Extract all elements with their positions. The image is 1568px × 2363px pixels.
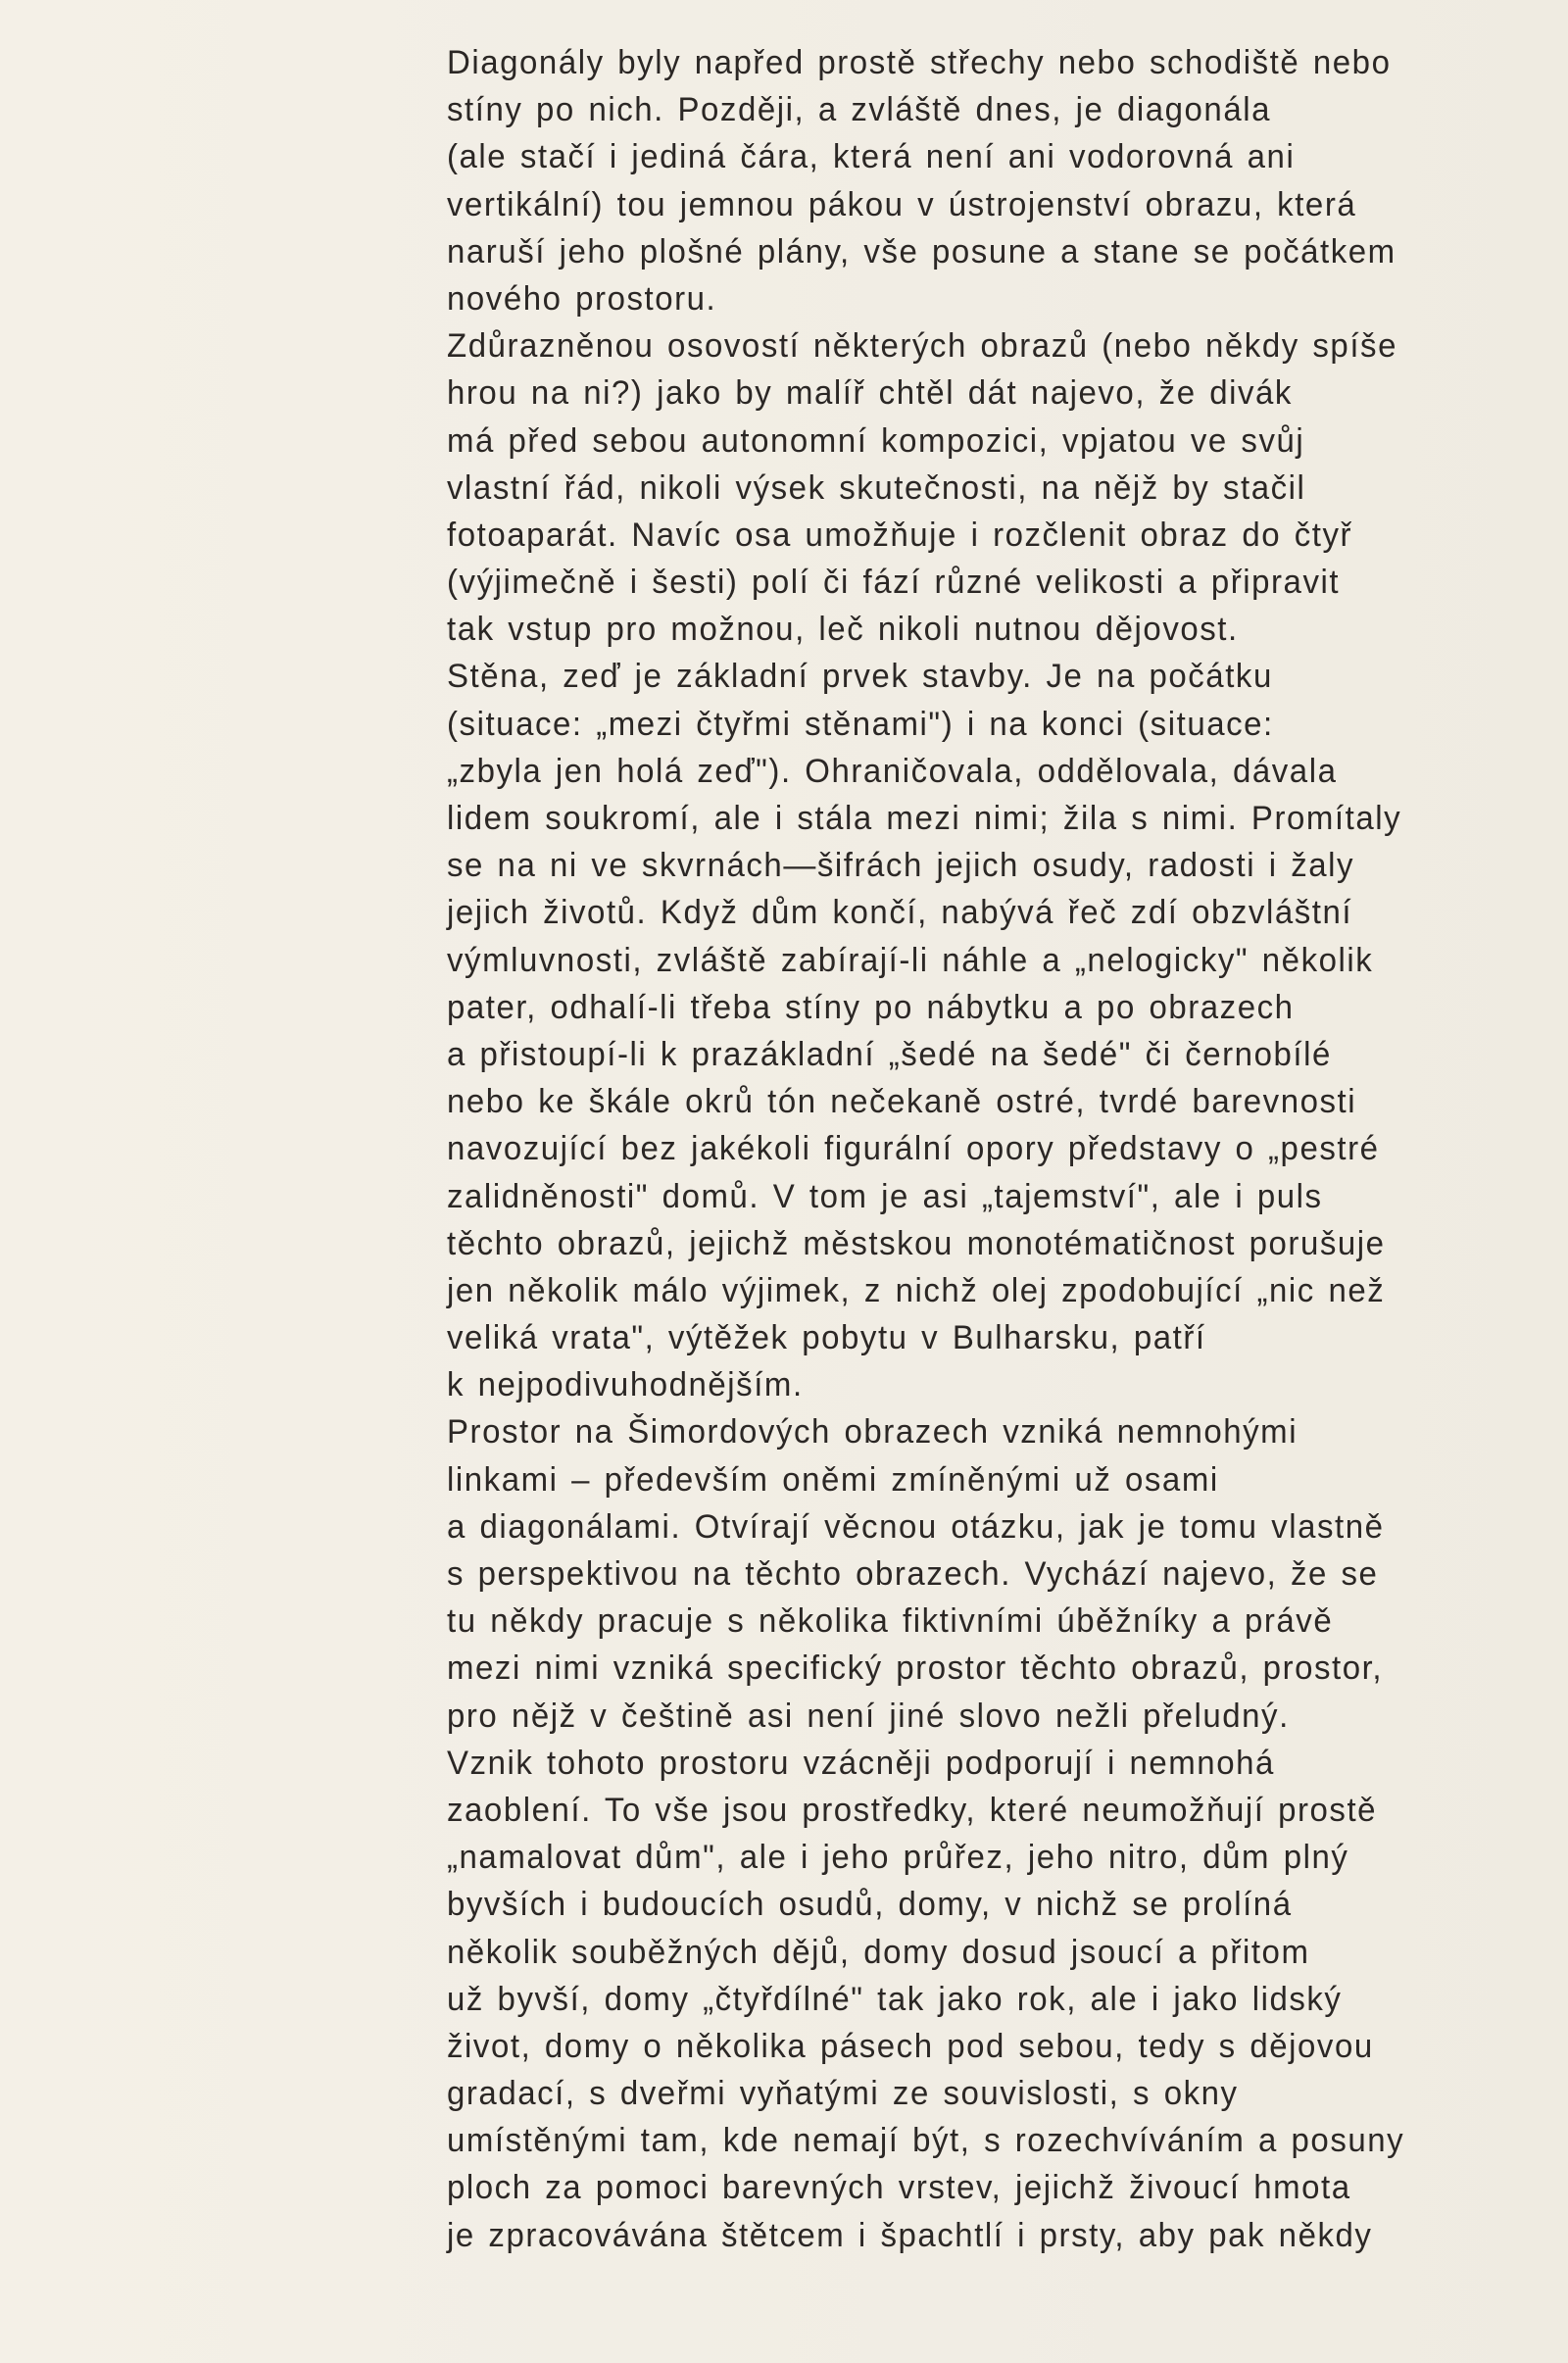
text-line: a diagonálami. Otvírají věcnou otázku, jak je tomu vlastně: [447, 1507, 1385, 1546]
text-line: fotoaparát. Navíc osa umožňuje i rozčlenit obraz do čtyř: [447, 516, 1353, 554]
text-line: „zbyla jen holá zeď"). Ohraničovala, oddělovala, dávala: [447, 752, 1338, 790]
text-line: zalidněnosti" domů. V tom je asi „tajemství", ale i puls: [447, 1177, 1323, 1215]
text-line: a přistoupí-li k prazákladní „šedé na šedé" či černobílé: [447, 1035, 1332, 1073]
text-line: zaoblení. To vše jsou prostředky, které neumožňují prostě: [447, 1791, 1378, 1829]
text-line: těchto obrazů, jejichž městskou monotématičnost porušuje: [447, 1224, 1386, 1262]
text-line: k nejpodivuhodnějším.: [447, 1366, 804, 1404]
text-line: Diagonály byly napřed prostě střechy nebo schodiště nebo: [447, 44, 1392, 81]
text-line: hrou na ni?) jako by malíř chtěl dát najevo, že divák: [447, 374, 1293, 413]
text-line: (ale stačí i jediná čára, která není ani vodorovná ani: [447, 138, 1296, 176]
text-line: (situace: „mezi čtyřmi stěnami") i na konci (situace:: [447, 705, 1274, 743]
text-line: naruší jeho plošné plány, vše posune a stane se počátkem: [447, 232, 1396, 271]
text-line: lidem soukromí, ale i stála mezi nimi; žila s nimi. Promítaly: [447, 800, 1402, 837]
text-line: pro nějž v češtině asi není jiné slovo nežli přeludný.: [447, 1697, 1290, 1735]
text-line: vertikální) tou jemnou pákou v ústrojenství obrazu, která: [447, 185, 1357, 223]
text-line: několik souběžných dějů, domy dosud jsoucí a přitom: [447, 1933, 1310, 1971]
text-line: tu někdy pracuje s několika fiktivními úběžníky a právě: [447, 1602, 1334, 1641]
text-line: Vznik tohoto prostoru vzácněji podporují i nemnohá: [447, 1744, 1275, 1782]
text-line: výmluvnosti, zvláště zabírají-li náhle a „nelogicky" několik: [447, 941, 1374, 979]
text-line: Stěna, zeď je základní prvek stavby. Je na počátku: [447, 658, 1273, 696]
text-line: život, domy o několika pásech pod sebou, tedy s dějovou: [447, 2027, 1374, 2065]
text-line: už byvší, domy „čtyřdílné" tak jako rok, ale i jako lidský: [447, 1980, 1343, 2018]
text-line: vlastní řád, nikoli výsek skutečnosti, na nějž by stačil: [447, 468, 1306, 507]
text-line: jen několik málo výjimek, z nichž olej zpodobující „nic než: [447, 1271, 1386, 1309]
text-line: ploch za pomoci barevných vrstev, jejichž živoucí hmota: [447, 2169, 1351, 2207]
text-line: jejich životů. Když dům končí, nabývá řeč zdí obzvláštní: [447, 894, 1353, 932]
text-line: umístěnými tam, kde nemají být, s rozechvíváním a posuny: [447, 2122, 1405, 2160]
text-line: pater, odhalí-li třeba stíny po nábytku a po obrazech: [447, 988, 1295, 1026]
text-line: linkami – především oněmi zmíněnými už osami: [447, 1460, 1219, 1499]
text-line: nebo ke škále okrů tón nečekaně ostré, tvrdé barevnosti: [447, 1083, 1357, 1121]
text-line: (výjimečně i šesti) polí či fází různé velikosti a připravit: [447, 564, 1341, 602]
text-line: stíny po nich. Později, a zvláště dnes, je diagonála: [447, 91, 1272, 129]
text-line: se na ni ve skvrnách—šifrách jejich osudy, radosti i žaly: [447, 847, 1355, 885]
text-line: navozující bez jakékoli figurální opory představy o „pestré: [447, 1130, 1380, 1168]
text-line: Prostor na Šimordových obrazech vzniká nemnohými: [447, 1413, 1298, 1452]
text-line: má před sebou autonomní kompozici, vpjatou ve svůj: [447, 421, 1305, 460]
text-line: mezi nimi vzniká specifický prostor těchto obrazů, prostor,: [447, 1649, 1384, 1688]
text-line: je zpracovávána štětcem i špachtlí i prsty, aby pak někdy: [447, 2216, 1373, 2254]
text-line: Zdůrazněnou osovostí některých obrazů (nebo někdy spíše: [447, 327, 1397, 366]
body-text: [447, 39, 1544, 2259]
text-line: byvších i budoucích osudů, domy, v nichž se prolíná: [447, 1886, 1293, 1924]
text-line: gradací, s dveřmi vyňatými ze souvislosti, s okny: [447, 2075, 1239, 2113]
text-line: veliká vrata", výtěžek pobytu v Bulharsku, patří: [447, 1319, 1206, 1357]
text-line: „namalovat dům", ale i jeho průřez, jeho nitro, dům plný: [447, 1839, 1349, 1877]
text-line: tak vstup pro možnou, leč nikoli nutnou dějovost.: [447, 611, 1239, 649]
text-line: nového prostoru.: [447, 279, 717, 318]
text-line: s perspektivou na těchto obrazech. Vychází najevo, že se: [447, 1555, 1379, 1593]
